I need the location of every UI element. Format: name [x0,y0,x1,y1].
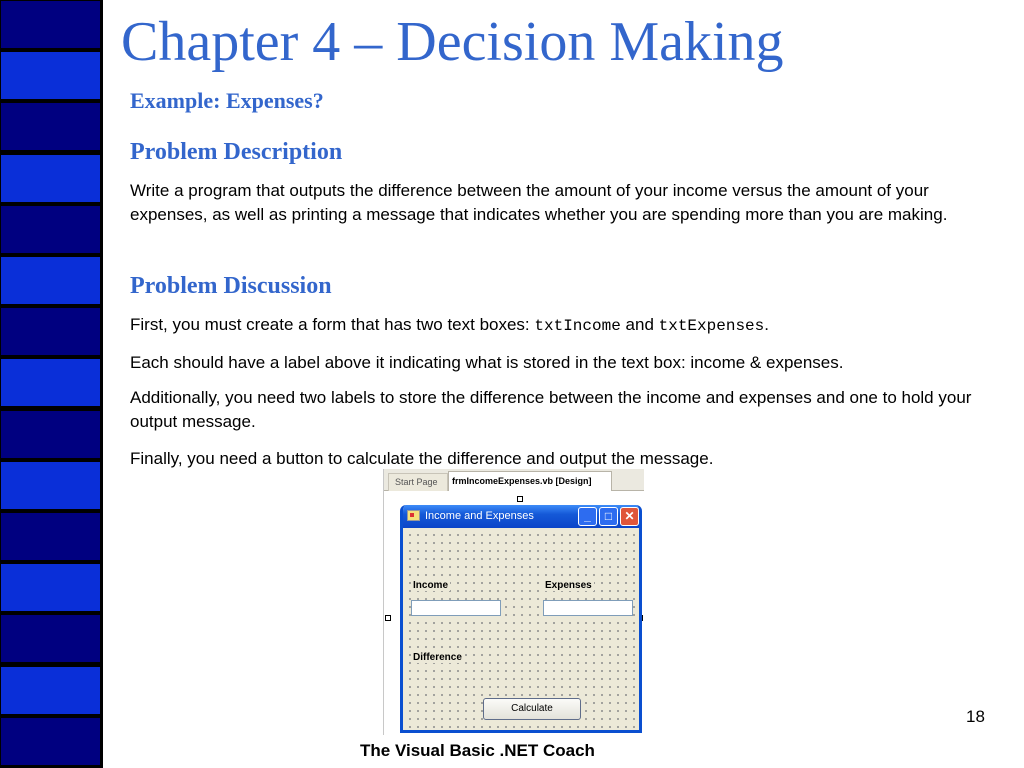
code-txtexpenses: txtExpenses [658,317,765,335]
sidebar-block [0,154,101,203]
problem-description-heading: Problem Description [130,139,343,165]
sidebar-block [0,0,101,49]
p1-and: and [620,315,659,334]
income-input[interactable] [411,600,501,616]
expenses-input[interactable] [543,600,633,616]
sidebar-block [0,307,101,356]
resize-grip-top[interactable] [517,496,523,502]
sidebar-block [0,614,101,663]
slide-title: Chapter 4 – Decision Making [121,11,784,73]
problem-description-text: Write a program that outputs the difference between the amount of your income versus the amount of your expenses, as well as printing a message that indicates whether you are spending more than you are making. [130,181,948,224]
form-title-bar[interactable] [403,505,639,528]
sidebar-block [0,410,101,459]
income-expenses-form [400,505,642,733]
sidebar-block [0,256,101,305]
form-title-text: Income and Expenses [425,510,534,522]
p1-suffix: . [764,315,769,334]
footer-text: The Visual Basic .NET Coach [360,741,595,760]
example-heading: Example: Expenses? [130,88,324,113]
tab-start-page[interactable]: Start Page [388,473,448,491]
maximize-icon[interactable]: □ [599,507,618,526]
page-number: 18 [966,707,985,726]
designer-tab-strip [384,469,644,491]
p1-prefix: First, you must create a form that has two text boxes: [130,315,535,334]
income-label: Income [413,580,449,591]
sidebar-block [0,512,101,561]
sidebar-block [0,102,101,151]
resize-grip-left[interactable] [385,615,391,621]
code-txtincome: txtIncome [534,317,621,335]
decorative-sidebar [0,0,103,768]
discussion-paragraph-4: Finally, you need a button to calculate the difference and output the message. [130,449,714,468]
sidebar-block [0,205,101,254]
expenses-label: Expenses [545,580,592,591]
form-designer-screenshot [383,469,643,735]
discussion-paragraph-3: Additionally, you need two labels to store the difference between the income and expenses and one to hold your output message. [130,388,972,431]
sidebar-block [0,51,101,100]
difference-label: Difference [413,652,462,663]
sidebar-block [0,461,101,510]
minimize-icon[interactable]: _ [578,507,597,526]
discussion-paragraph-1 [130,313,990,338]
sidebar-block [0,666,101,715]
calculate-button[interactable]: Calculate [483,698,581,720]
sidebar-block [0,358,101,407]
close-icon[interactable]: ✕ [620,507,639,526]
form-client-area [403,528,639,733]
sidebar-block [0,717,101,766]
sidebar-block [0,563,101,612]
discussion-paragraph-2: Each should have a label above it indicating what is stored in the text box: income & expenses. [130,353,844,372]
tab-form-design[interactable]: frmIncomeExpenses.vb [Design] [448,471,612,491]
form-app-icon [407,510,420,521]
problem-discussion-heading: Problem Discussion [130,273,332,299]
